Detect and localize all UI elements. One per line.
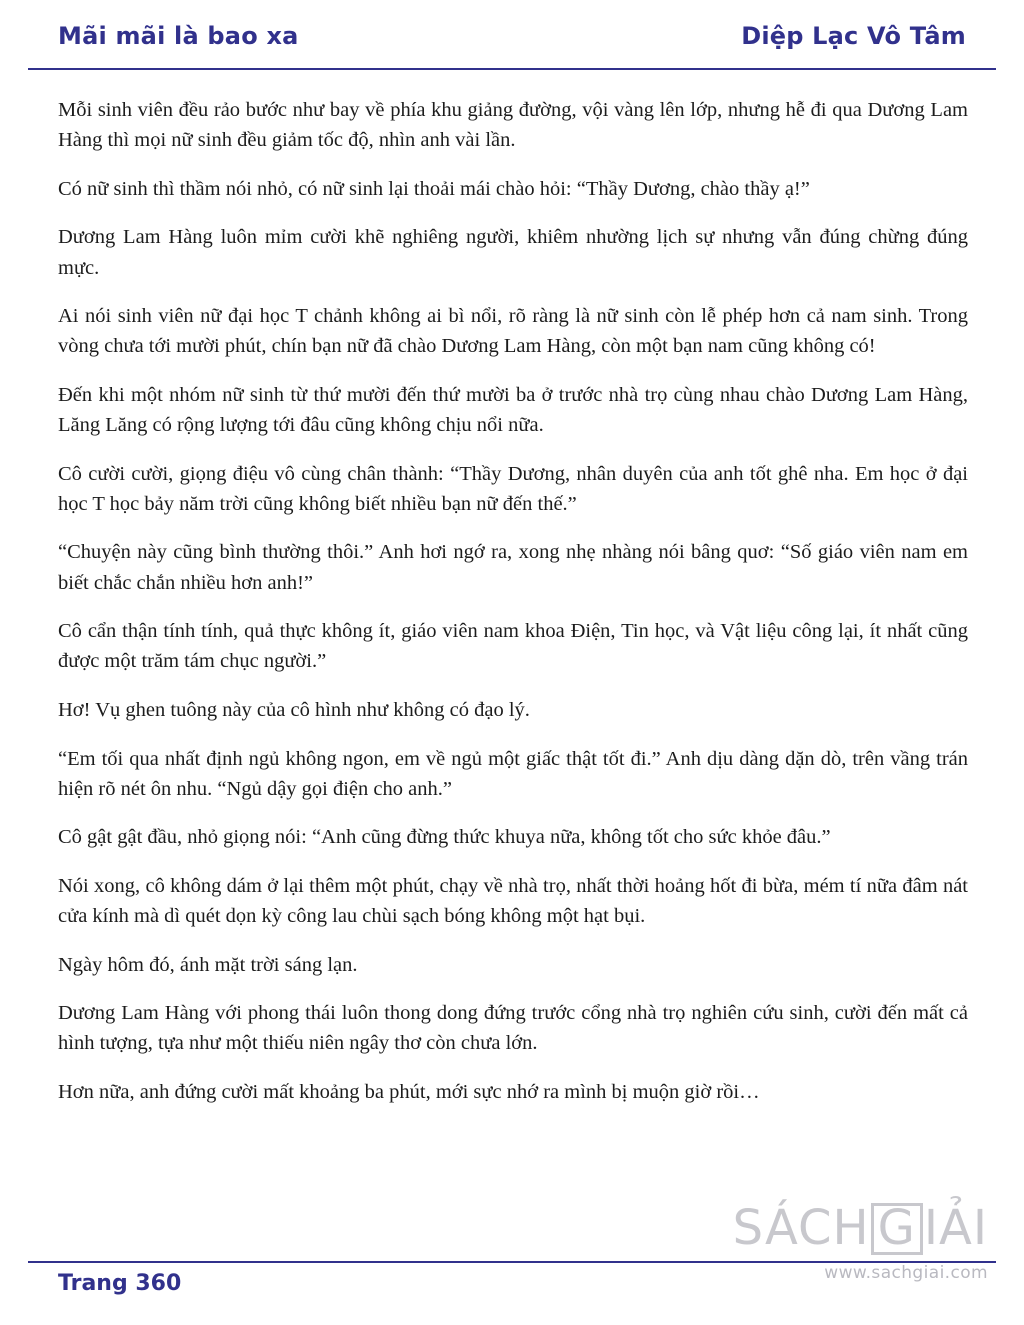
paragraph: Cô gật gật đầu, nhỏ giọng nói: “Anh cũng đừng thức khuya nữa, không tốt cho sức khỏe đâu.” xyxy=(58,826,831,849)
watermark-text-part2: IẢI xyxy=(923,1200,988,1256)
page-number: Trang 360 xyxy=(58,1271,182,1296)
page-header xyxy=(0,0,1024,72)
body-text xyxy=(58,95,968,1107)
paragraph: Ai nói sinh viên nữ đại học T chảnh không ai bì nổi, rõ ràng là nữ sinh còn lễ phép hơn cả nam sinh. Trong vòng chưa tới mười phút, chín bạn nữ đã chào Dương Lam Hàng, còn một bạn nam cũng không có! xyxy=(58,305,968,358)
watermark-url: www.sachgiai.com xyxy=(824,1262,988,1283)
paragraph: Cô cẩn thận tính tính, quả thực không ít, giáo viên nam khoa Điện, Tin học, và Vật liệu công lại, ít nhất cũng được một trăm tám chục người.” xyxy=(58,620,968,673)
paragraph: Hơ! Vụ ghen tuông này của cô hình như không có đạo lý. xyxy=(58,698,530,721)
watermark-text-part1: SÁCH xyxy=(732,1200,870,1256)
paragraph: Đến khi một nhóm nữ sinh từ thứ mười đến thứ mười ba ở trước nhà trọ cùng nhau chào Dương Lam Hàng, Lăng Lăng có rộng lượng tới đâu cũng không chịu nổi nữa. xyxy=(58,383,968,436)
paragraph: “Chuyện này cũng bình thường thôi.” Anh hơi ngớ ra, xong nhẹ nhàng nói bâng quơ: “Số giáo viên nam em biết chắc chắn nhiều hơn anh!” xyxy=(58,541,968,594)
author-name: Diệp Lạc Vô Tâm xyxy=(741,22,966,50)
paragraph: Dương Lam Hàng với phong thái luôn thong dong đứng trước cổng nhà trọ nghiên cứu sinh, cười đến mất cả hình tượng, tựa như một thiếu niên ngây thơ còn chưa lớn. xyxy=(58,1002,968,1055)
paragraph: Cô cười cười, giọng điệu vô cùng chân thành: “Thầy Dương, nhân duyên của anh tốt ghê nha. Em học ở đại học T học bảy năm trời cũng không biết nhiều bạn nữ đến thế.” xyxy=(58,462,968,515)
footer-divider xyxy=(28,1261,996,1263)
paragraph: Có nữ sinh thì thầm nói nhỏ, có nữ sinh lại thoải mái chào hỏi: “Thầy Dương, chào thầy ạ!” xyxy=(58,177,810,200)
book-title: Mãi mãi là bao xa xyxy=(58,22,299,50)
paragraph: Ngày hôm đó, ánh mặt trời sáng lạn. xyxy=(58,953,358,976)
paragraph: “Em tối qua nhất định ngủ không ngon, em về ngủ một giấc thật tốt đi.” Anh dịu dàng dặn dò, trên vầng trán hiện rõ nét ôn nhu. “Ngủ dậy gọi điện cho anh.” xyxy=(58,747,968,800)
paragraph: Nói xong, cô không dám ở lại thêm một phút, chạy về nhà trọ, nhất thời hoảng hốt đi bừa, mém tí nữa đâm nát cửa kính mà dì quét dọn kỳ công lau chùi sạch bóng không một hạt bụi. xyxy=(58,874,968,927)
header-divider xyxy=(28,68,996,70)
paragraph: Dương Lam Hàng luôn mỉm cười khẽ nghiêng người, khiêm nhường lịch sự nhưng vẫn đúng chừng đúng mực. xyxy=(58,226,968,279)
paragraph: Hơn nữa, anh đứng cười mất khoảng ba phút, mới sực nhớ ra mình bị muộn giờ rồi… xyxy=(58,1081,760,1103)
page-footer xyxy=(58,1267,968,1307)
watermark-logo xyxy=(698,1200,988,1256)
watermark-boxed-letter: G xyxy=(871,1203,923,1255)
paragraph: Mỗi sinh viên đều rảo bước như bay về phía khu giảng đường, vội vàng lên lớp, nhưng hễ đi qua Dương Lam Hàng thì mọi nữ sinh đều giảm tốc độ, nhìn anh vài lần. xyxy=(58,99,968,152)
